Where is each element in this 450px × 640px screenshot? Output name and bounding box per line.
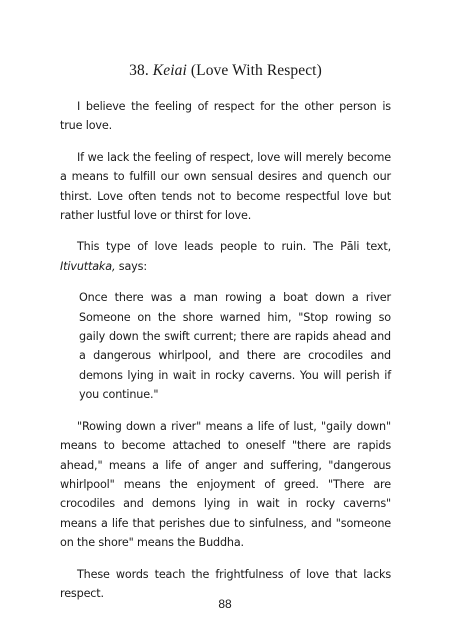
paragraph-2: If we lack the feeling of respect, love will merely become a means to fulfill our own sensual desires and quench our thirst. Love often tends not to become respectful love but rather lustful love or thirst for love. (60, 150, 391, 223)
chapter-subtitle: (Love With Respect) (190, 62, 322, 79)
page-number: 88 (218, 597, 232, 611)
chapter-number: 38. (129, 62, 149, 79)
document-page (60, 62, 391, 615)
block-quote: Once there was a man rowing a boat down a river Someone on the shore warned him, "Stop rowing so gaily down the swift current; there are rapids ahead and a dangerous whirlpool, and there are crocodiles and demons lying in wait in rocky caverns. You will perish if you continue." (79, 291, 391, 402)
chapter-title (60, 62, 391, 80)
chapter-term: Keiai (152, 62, 187, 79)
paragraph-3-end: says: (115, 259, 147, 273)
paragraph-1: I believe the feeling of respect for the other person is true love. (60, 100, 391, 133)
paragraph-4: "Rowing down a river" means a life of lust, "gaily down" means to become attached to oneself "there are rapids ahead," means a life of anger and suffering, "dangerous whirlpool" means the enjoyment of greed. "There are crocodiles and demons lying in wait in rocky caverns" means a life that perishes due to sinfulness, and "someone on the shore" means the Buddha. (60, 419, 391, 550)
paragraph-5: These words teach the frightfulness of love that lacks respect. (60, 567, 391, 600)
text-name-itivuttaka: Itivuttaka, (60, 259, 116, 273)
paragraph-3 (60, 237, 391, 276)
paragraph-3-start: This type of love leads people to ruin. The Pāli text, (77, 240, 391, 254)
